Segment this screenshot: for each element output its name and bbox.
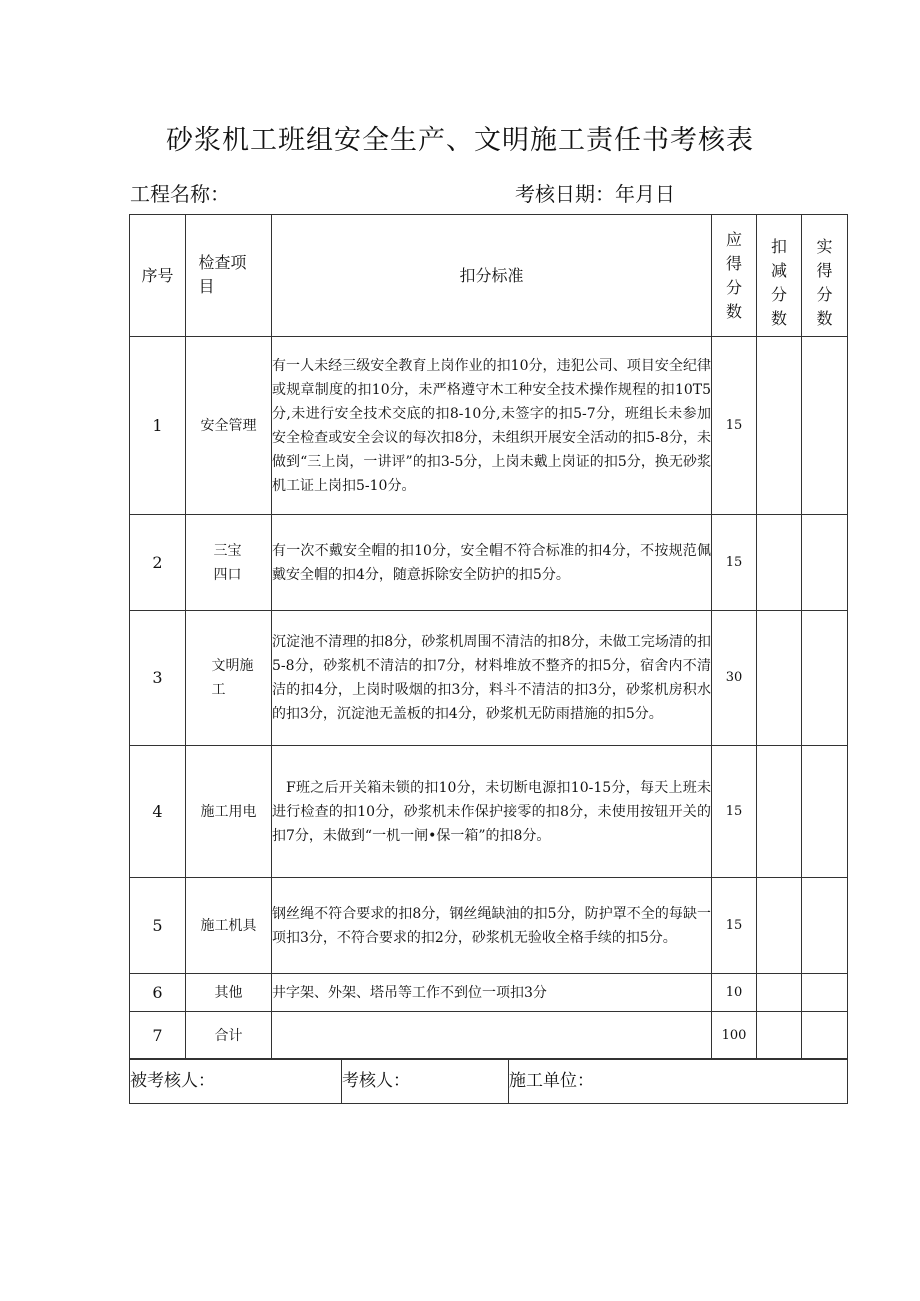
row-full-score: 15 — [712, 337, 757, 515]
row-actual-cell[interactable] — [802, 515, 848, 611]
row-index: 5 — [130, 878, 186, 974]
table-row — [130, 337, 848, 515]
row-full-score: 30 — [712, 611, 757, 746]
row-actual-cell[interactable] — [802, 1012, 848, 1060]
table-header-row — [130, 215, 848, 337]
header-deduct-text: 扣减分数 — [770, 236, 787, 328]
row-item-text: 三宝四口 — [213, 542, 242, 583]
assessment-date-label: 考核日期：年月日 — [515, 182, 675, 206]
header-criteria: 扣分标准 — [272, 215, 712, 337]
row-index: 3 — [130, 611, 186, 746]
table-row — [130, 974, 848, 1012]
row-criteria: 有一人未经三级安全教育上岗作业的扣10分，违犯公司、项目安全纪律或规章制度的扣10分，未严格遵守木工种安全技术操作规程的扣10T5分,未进行安全技术交底的扣8-10分,未签字的扣5-7分，班组长未参加安全检查或安全会议的每次扣8分，未组织开展安全活动的扣5-8分，未做到“三上岗，一讲评”的扣3-5分，上岗未戴上岗证的扣5分，换无砂浆机工证上岗扣5-10分。 — [272, 337, 712, 515]
table-row — [130, 611, 848, 746]
row-item: 其他 — [186, 974, 272, 1012]
row-deduct-cell[interactable] — [757, 1012, 802, 1060]
row-actual-cell[interactable] — [802, 746, 848, 878]
row-full-score: 15 — [712, 515, 757, 611]
assessment-table — [129, 214, 848, 1060]
row-index: 7 — [130, 1012, 186, 1060]
row-criteria: 井字架、外架、塔吊等工作不到位一项扣3分 — [272, 974, 712, 1012]
row-actual-cell[interactable] — [802, 337, 848, 515]
row-full-score: 10 — [712, 974, 757, 1012]
table-row — [130, 746, 848, 878]
header-deduct — [757, 215, 802, 337]
row-actual-cell[interactable] — [802, 878, 848, 974]
row-deduct-cell[interactable] — [757, 611, 802, 746]
examinee-signature-field[interactable]: 被考核人： — [130, 1059, 342, 1104]
row-index: 6 — [130, 974, 186, 1012]
row-deduct-cell[interactable] — [757, 746, 802, 878]
row-item: 合计 — [186, 1012, 272, 1060]
row-item: 施工用电 — [186, 746, 272, 878]
row-criteria: 沉淀池不清理的扣8分，砂浆机周围不清洁的扣8分，未做工完场清的扣5-8分，砂浆机不清洁的扣7分，材料堆放不整齐的扣5分，宿舍内不清洁的扣4分，上岗时吸烟的扣3分，料斗不清洁的扣3分，砂浆机房积水的扣3分，沉淀池无盖板的扣4分，砂浆机无防雨措施的扣5分。 — [272, 611, 712, 746]
row-criteria: F班之后开关箱未锁的扣10分，未切断电源扣10-15分，每天上班未进行检查的扣10分，砂浆机未作保护接零的扣8分，未使用按钮开关的扣7分，未做到“一机一闸•保一箱”的扣8分。 — [272, 746, 712, 878]
row-item: 安全管理 — [186, 337, 272, 515]
row-item-text: 文明施工 — [211, 658, 254, 698]
row-deduct-cell[interactable] — [757, 974, 802, 1012]
row-criteria: 钢丝绳不符合要求的扣8分，钢丝绳缺油的扣5分，防护罩不全的每缺一项扣3分，不符合要求的扣2分，砂浆机无验收全格手续的扣5分。 — [272, 878, 712, 974]
table-row — [130, 515, 848, 611]
row-item — [186, 515, 272, 611]
row-criteria — [272, 1012, 712, 1060]
row-item — [186, 611, 272, 746]
document-title: 砂浆机工班组安全生产、文明施工责任书考核表 — [166, 125, 754, 156]
header-item-text: 检查项目 — [198, 253, 247, 296]
row-deduct-cell[interactable] — [757, 878, 802, 974]
signature-table — [129, 1058, 848, 1104]
row-deduct-cell[interactable] — [757, 515, 802, 611]
header-full-score-text: 应得分数 — [725, 229, 742, 321]
row-actual-cell[interactable] — [802, 974, 848, 1012]
project-name-label: 工程名称： — [130, 182, 230, 206]
examiner-signature-field[interactable]: 考核人： — [342, 1059, 509, 1104]
row-actual-cell[interactable] — [802, 611, 848, 746]
header-item — [186, 215, 272, 337]
row-index: 1 — [130, 337, 186, 515]
construction-unit-field[interactable]: 施工单位： — [509, 1059, 848, 1104]
row-full-score: 100 — [712, 1012, 757, 1060]
row-full-score: 15 — [712, 746, 757, 878]
row-item: 施工机具 — [186, 878, 272, 974]
header-actual — [802, 215, 848, 337]
row-criteria: 有一次不戴安全帽的扣10分，安全帽不符合标准的扣4分，不按规范佩戴安全帽的扣4分，随意拆除安全防护的扣5分。 — [272, 515, 712, 611]
signature-row — [130, 1059, 848, 1104]
row-index: 4 — [130, 746, 186, 878]
row-full-score: 15 — [712, 878, 757, 974]
header-index: 序号 — [130, 215, 186, 337]
row-index: 2 — [130, 515, 186, 611]
header-full-score — [712, 215, 757, 337]
header-actual-text: 实得分数 — [816, 236, 833, 328]
row-deduct-cell[interactable] — [757, 337, 802, 515]
table-row — [130, 1012, 848, 1060]
table-row — [130, 878, 848, 974]
